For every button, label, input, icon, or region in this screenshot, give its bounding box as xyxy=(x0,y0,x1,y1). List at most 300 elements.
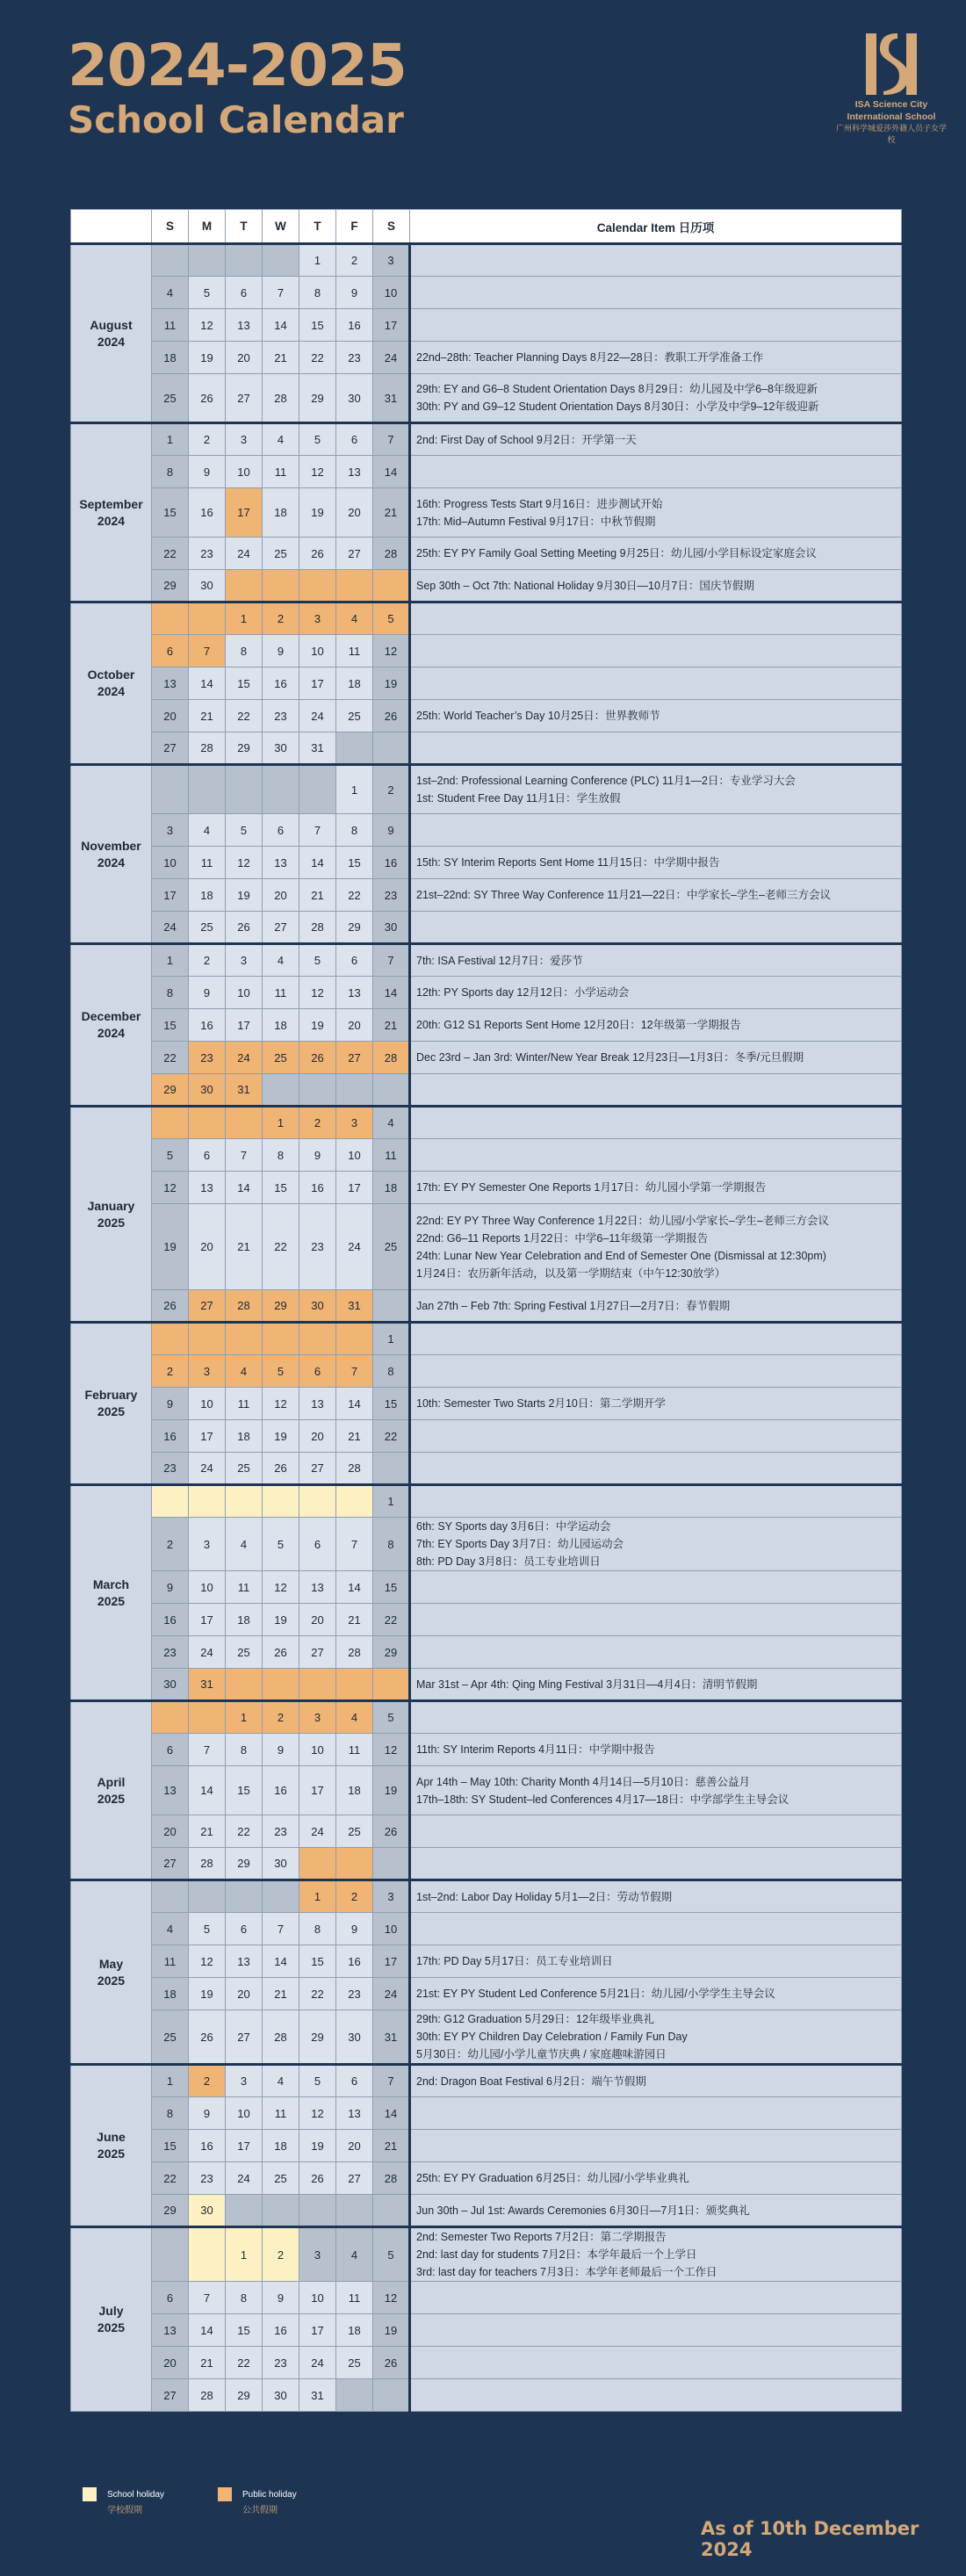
day-cell: 22 xyxy=(152,1042,189,1074)
day-cell: 26 xyxy=(373,1815,410,1848)
day-cell: 18 xyxy=(263,1009,299,1042)
day-cell: 11 xyxy=(189,847,226,879)
day-cell: 18 xyxy=(263,488,299,538)
day-cell: 24 xyxy=(226,2162,263,2195)
day-cell: 21 xyxy=(263,342,299,374)
day-cell: 8 xyxy=(152,977,189,1009)
day-cell: 7 xyxy=(373,423,410,456)
day-cell: 18 xyxy=(263,2130,299,2162)
day-cell xyxy=(189,1880,226,1913)
day-cell: 22 xyxy=(226,2347,263,2379)
day-cell xyxy=(373,1290,410,1323)
day-cell: 23 xyxy=(152,1453,189,1485)
day-cell: 12 xyxy=(226,847,263,879)
day-cell: 28 xyxy=(373,2162,410,2195)
week-row xyxy=(71,244,902,277)
day-cell: 21 xyxy=(189,700,226,732)
calendar-item-text: 17th–18th: SY Student–led Conferences 4月17—18日：中学部学生主导会议 xyxy=(416,1793,789,1806)
day-cell: 14 xyxy=(189,2314,226,2347)
day-cell xyxy=(336,2195,373,2227)
day-cell: 5 xyxy=(263,1355,299,1388)
week-row xyxy=(71,912,902,944)
day-cell: 10 xyxy=(226,977,263,1009)
day-cell: 14 xyxy=(299,847,336,879)
day-cell: 24 xyxy=(336,1204,373,1290)
day-cell: 22 xyxy=(152,2162,189,2195)
day-cell: 7 xyxy=(263,277,299,309)
day-cell: 21 xyxy=(336,1420,373,1453)
week-row xyxy=(71,423,902,456)
day-cell: 20 xyxy=(299,1420,336,1453)
day-cell: 8 xyxy=(299,1913,336,1945)
calendar-item-cell xyxy=(410,1701,902,1734)
day-cell: 11 xyxy=(152,1945,189,1978)
day-cell: 22 xyxy=(152,538,189,570)
day-cell: 26 xyxy=(152,1290,189,1323)
day-cell: 21 xyxy=(373,2130,410,2162)
month-label: September 2024 xyxy=(71,423,152,603)
day-cell: 15 xyxy=(373,1571,410,1604)
week-row xyxy=(71,309,902,342)
day-cell: 13 xyxy=(152,2314,189,2347)
calendar-item-cell xyxy=(410,1388,902,1420)
day-cell: 10 xyxy=(226,456,263,488)
day-cell: 17 xyxy=(299,667,336,700)
day-cell: 24 xyxy=(299,700,336,732)
day-cell xyxy=(226,1485,263,1518)
day-cell: 11 xyxy=(336,2282,373,2314)
calendar-item-cell xyxy=(410,879,902,912)
calendar-item-cell xyxy=(410,244,902,277)
day-cell xyxy=(152,2227,189,2282)
day-cell: 30 xyxy=(373,912,410,944)
day-cell: 29 xyxy=(336,912,373,944)
week-row xyxy=(71,879,902,912)
calendar-item-cell xyxy=(410,1571,902,1604)
day-cell: 5 xyxy=(152,1139,189,1172)
week-row xyxy=(71,1204,902,1290)
calendar-item-cell xyxy=(410,309,902,342)
day-cell: 21 xyxy=(373,488,410,538)
calendar-item-text: 5月30日：幼儿园/小学儿童节庆典 / 家庭趣味游园日 xyxy=(416,2048,667,2060)
day-cell: 18 xyxy=(373,1172,410,1204)
day-cell: 19 xyxy=(263,1604,299,1636)
calendar-item-cell xyxy=(410,765,902,814)
day-cell: 12 xyxy=(299,2097,336,2130)
header-day-fri: F xyxy=(336,210,373,244)
day-cell: 5 xyxy=(299,423,336,456)
day-cell: 6 xyxy=(152,1734,189,1766)
calendar-item-cell xyxy=(410,2227,902,2282)
day-cell: 1 xyxy=(336,765,373,814)
day-cell: 19 xyxy=(189,342,226,374)
month-label: August 2024 xyxy=(71,244,152,423)
day-cell: 23 xyxy=(373,879,410,912)
day-cell: 12 xyxy=(263,1388,299,1420)
calendar-item-text: 29th: EY and G6–8 Student Orientation Days 8月29日：幼儿园及中学6–8年级迎新 xyxy=(416,383,818,395)
day-cell: 5 xyxy=(226,814,263,847)
calendar-item-cell xyxy=(410,342,902,374)
calendar-item-cell xyxy=(410,1636,902,1669)
day-cell xyxy=(373,732,410,765)
day-cell: 4 xyxy=(226,1355,263,1388)
logo-line-3: 广州科学城爱莎外籍人员子女学校 xyxy=(835,124,947,144)
day-cell: 29 xyxy=(263,1290,299,1323)
day-cell xyxy=(263,1074,299,1107)
day-cell: 16 xyxy=(263,2314,299,2347)
day-cell xyxy=(226,2195,263,2227)
day-cell: 23 xyxy=(189,1042,226,1074)
day-cell xyxy=(152,603,189,635)
day-cell: 28 xyxy=(373,538,410,570)
day-cell: 13 xyxy=(152,1766,189,1815)
day-cell: 19 xyxy=(373,667,410,700)
calendar-item-text: 16th: Progress Tests Start 9月16日：进步测试开始 xyxy=(416,497,663,510)
day-cell: 7 xyxy=(189,635,226,667)
calendar-item-text: 8th: PD Day 3月8日：员工专业培训日 xyxy=(416,1555,601,1568)
calendar-item-cell xyxy=(410,1107,902,1139)
day-cell: 27 xyxy=(152,732,189,765)
day-cell: 18 xyxy=(336,1766,373,1815)
day-cell: 23 xyxy=(263,1815,299,1848)
day-cell: 13 xyxy=(299,1571,336,1604)
day-cell: 8 xyxy=(336,814,373,847)
day-cell: 20 xyxy=(152,1815,189,1848)
calendar-item-cell xyxy=(410,1139,902,1172)
day-cell: 16 xyxy=(189,1009,226,1042)
week-row xyxy=(71,1420,902,1453)
day-cell: 24 xyxy=(299,1815,336,1848)
calendar-item-cell xyxy=(410,1734,902,1766)
day-cell: 30 xyxy=(299,1290,336,1323)
day-cell: 4 xyxy=(336,1701,373,1734)
day-cell xyxy=(263,1485,299,1518)
day-cell: 21 xyxy=(263,1978,299,2010)
calendar-item-text: 30th: PY and G9–12 Student Orientation Days 8月30日：小学及中学9–12年级迎新 xyxy=(416,400,819,413)
day-cell: 16 xyxy=(152,1604,189,1636)
day-cell xyxy=(226,1669,263,1701)
day-cell xyxy=(373,1453,410,1485)
day-cell: 30 xyxy=(336,374,373,423)
day-cell: 11 xyxy=(152,309,189,342)
day-cell xyxy=(263,1669,299,1701)
day-cell: 1 xyxy=(373,1323,410,1355)
day-cell xyxy=(152,244,189,277)
day-cell: 15 xyxy=(336,847,373,879)
day-cell: 24 xyxy=(189,1636,226,1669)
day-cell: 7 xyxy=(226,1139,263,1172)
day-cell: 26 xyxy=(263,1453,299,1485)
day-cell xyxy=(226,1323,263,1355)
day-cell: 25 xyxy=(373,1204,410,1290)
week-row xyxy=(71,1290,902,1323)
calendar-item-cell xyxy=(410,847,902,879)
day-cell: 9 xyxy=(263,2282,299,2314)
day-cell: 11 xyxy=(226,1388,263,1420)
day-cell xyxy=(299,1074,336,1107)
day-cell: 25 xyxy=(152,2010,189,2065)
day-cell: 9 xyxy=(189,456,226,488)
calendar-item-text: 24th: Lunar New Year Celebration and End of Semester One (Dismissal at 12:30pm) xyxy=(416,1249,826,1262)
day-cell: 30 xyxy=(263,2379,299,2412)
day-cell xyxy=(189,1107,226,1139)
day-cell xyxy=(373,2379,410,2412)
calendar-item-cell xyxy=(410,700,902,732)
day-cell: 25 xyxy=(263,1042,299,1074)
isa-logo-icon xyxy=(864,30,919,98)
day-cell: 9 xyxy=(373,814,410,847)
day-cell: 3 xyxy=(152,814,189,847)
calendar-item-cell xyxy=(410,1042,902,1074)
day-cell: 9 xyxy=(263,635,299,667)
week-row xyxy=(71,1172,902,1204)
calendar-item-text: 25th: World Teacher’s Day 10月25日：世界教师节 xyxy=(416,710,660,722)
calendar-item-cell xyxy=(410,1290,902,1323)
calendar-subtitle: School Calendar xyxy=(68,98,404,141)
day-cell: 27 xyxy=(152,2379,189,2412)
day-cell xyxy=(263,2195,299,2227)
calendar-item-cell xyxy=(410,570,902,603)
school-holiday-swatch xyxy=(83,2487,97,2501)
week-row xyxy=(71,2282,902,2314)
day-cell: 17 xyxy=(373,309,410,342)
day-cell: 1 xyxy=(226,603,263,635)
week-row xyxy=(71,1323,902,1355)
header-day-mon: M xyxy=(189,210,226,244)
day-cell xyxy=(299,2195,336,2227)
day-cell: 3 xyxy=(226,944,263,977)
week-row xyxy=(71,1009,902,1042)
calendar-item-cell xyxy=(410,2347,902,2379)
day-cell: 12 xyxy=(299,456,336,488)
day-cell: 25 xyxy=(152,374,189,423)
day-cell xyxy=(299,765,336,814)
day-cell: 17 xyxy=(189,1420,226,1453)
day-cell: 23 xyxy=(336,342,373,374)
day-cell xyxy=(336,732,373,765)
day-cell: 12 xyxy=(373,635,410,667)
day-cell: 16 xyxy=(373,847,410,879)
week-row xyxy=(71,2314,902,2347)
day-cell: 2 xyxy=(189,2065,226,2097)
week-row xyxy=(71,2227,902,2282)
day-cell: 20 xyxy=(336,1009,373,1042)
calendar-item-cell xyxy=(410,374,902,423)
week-row xyxy=(71,765,902,814)
day-cell: 2 xyxy=(263,603,299,635)
day-cell: 12 xyxy=(152,1172,189,1204)
day-cell: 31 xyxy=(336,1290,373,1323)
calendar-item-text: 22nd: EY PY Three Way Conference 1月22日：幼儿园/小学家长–学生–老师三方会议 xyxy=(416,1214,829,1227)
day-cell: 21 xyxy=(189,2347,226,2379)
calendar-item-cell xyxy=(410,1518,902,1571)
day-cell: 25 xyxy=(226,1636,263,1669)
day-cell: 7 xyxy=(336,1355,373,1388)
day-cell: 30 xyxy=(189,570,226,603)
calendar-item-cell xyxy=(410,488,902,538)
day-cell xyxy=(299,1848,336,1880)
calendar-item-text: 7th: EY Sports Day 3月7日：幼儿园运动会 xyxy=(416,1538,624,1550)
day-cell xyxy=(373,2195,410,2227)
day-cell xyxy=(152,1107,189,1139)
week-row xyxy=(71,2010,902,2065)
week-row xyxy=(71,2379,902,2412)
day-cell: 16 xyxy=(336,1945,373,1978)
day-cell: 3 xyxy=(336,1107,373,1139)
day-cell: 10 xyxy=(336,1139,373,1172)
week-row xyxy=(71,2195,902,2227)
calendar-item-text: Jan 27th – Feb 7th: Spring Festival 1月27日—2月7日：春节假期 xyxy=(416,1299,731,1312)
day-cell: 16 xyxy=(189,2130,226,2162)
day-cell: 13 xyxy=(336,2097,373,2130)
day-cell: 24 xyxy=(373,342,410,374)
calendar-item-cell xyxy=(410,456,902,488)
day-cell: 22 xyxy=(299,342,336,374)
day-cell: 8 xyxy=(226,635,263,667)
day-cell: 10 xyxy=(299,635,336,667)
week-row xyxy=(71,2162,902,2195)
day-cell: 10 xyxy=(152,847,189,879)
day-cell: 2 xyxy=(263,2227,299,2282)
day-cell: 14 xyxy=(373,977,410,1009)
day-cell: 25 xyxy=(226,1453,263,1485)
day-cell: 30 xyxy=(189,1074,226,1107)
calendar-item-text: 22nd: G6–11 Reports 1月22日：中学6–11年级第一学期报告 xyxy=(416,1231,709,1245)
calendar-item-cell xyxy=(410,1669,902,1701)
calendar-item-text: 30th: EY PY Children Day Celebration / Family Fun Day xyxy=(416,2031,688,2043)
day-cell: 19 xyxy=(189,1978,226,2010)
week-row xyxy=(71,570,902,603)
calendar-item-cell xyxy=(410,667,902,700)
day-cell: 4 xyxy=(263,944,299,977)
day-cell: 12 xyxy=(299,977,336,1009)
day-cell: 2 xyxy=(189,423,226,456)
week-row xyxy=(71,1978,902,2010)
day-cell: 2 xyxy=(336,244,373,277)
calendar-item-text: Sep 30th – Oct 7th: National Holiday 9月30日—10月7日：国庆节假期 xyxy=(416,579,754,592)
day-cell: 15 xyxy=(226,2314,263,2347)
day-cell: 12 xyxy=(263,1571,299,1604)
day-cell: 14 xyxy=(189,667,226,700)
day-cell: 19 xyxy=(263,1420,299,1453)
month-label: June 2025 xyxy=(71,2065,152,2227)
calendar-item-cell xyxy=(410,2195,902,2227)
day-cell: 13 xyxy=(336,977,373,1009)
day-cell xyxy=(226,244,263,277)
day-cell: 29 xyxy=(299,374,336,423)
day-cell: 23 xyxy=(189,538,226,570)
day-cell: 5 xyxy=(373,1701,410,1734)
day-cell: 20 xyxy=(336,2130,373,2162)
day-cell: 2 xyxy=(299,1107,336,1139)
day-cell xyxy=(152,1485,189,1518)
week-row xyxy=(71,700,902,732)
calendar-item-text: 3rd: last day for teachers 7月3日：本学年老师最后一个工作日 xyxy=(416,2266,717,2278)
day-cell: 26 xyxy=(299,1042,336,1074)
header-day-wed: W xyxy=(263,210,299,244)
day-cell: 19 xyxy=(226,879,263,912)
week-row xyxy=(71,2065,902,2097)
day-cell: 16 xyxy=(336,309,373,342)
day-cell: 24 xyxy=(299,2347,336,2379)
day-cell: 6 xyxy=(263,814,299,847)
calendar-item-text: 6th: SY Sports day 3月6日：中学运动会 xyxy=(416,1520,611,1533)
day-cell: 15 xyxy=(263,1172,299,1204)
day-cell: 7 xyxy=(263,1913,299,1945)
day-cell: 2 xyxy=(189,944,226,977)
day-cell xyxy=(336,570,373,603)
day-cell: 4 xyxy=(152,1913,189,1945)
day-cell: 28 xyxy=(299,912,336,944)
day-cell xyxy=(152,765,189,814)
day-cell: 7 xyxy=(299,814,336,847)
day-cell: 18 xyxy=(189,879,226,912)
day-cell: 10 xyxy=(299,2282,336,2314)
header-month-cell xyxy=(71,210,152,244)
day-cell: 5 xyxy=(263,1518,299,1571)
header-day-thu: T xyxy=(299,210,336,244)
day-cell xyxy=(189,1701,226,1734)
day-cell: 11 xyxy=(336,635,373,667)
day-cell xyxy=(299,1669,336,1701)
calendar-item-cell xyxy=(410,1604,902,1636)
day-cell: 19 xyxy=(152,1204,189,1290)
calendar-item-text: 17th: Mid–Autumn Festival 9月17日：中秋节假期 xyxy=(416,515,656,528)
day-cell: 19 xyxy=(299,488,336,538)
day-cell xyxy=(336,1848,373,1880)
calendar-item-text: Mar 31st – Apr 4th: Qing Ming Festival 3月31日—4月4日：清明节假期 xyxy=(416,1678,758,1691)
day-cell: 7 xyxy=(373,2065,410,2097)
day-cell: 19 xyxy=(373,1766,410,1815)
day-cell: 16 xyxy=(299,1172,336,1204)
day-cell: 28 xyxy=(189,2379,226,2412)
day-cell: 30 xyxy=(336,2010,373,2065)
calendar-item-cell xyxy=(410,1074,902,1107)
day-cell: 8 xyxy=(373,1355,410,1388)
day-cell: 18 xyxy=(226,1604,263,1636)
day-cell: 19 xyxy=(299,1009,336,1042)
day-cell xyxy=(336,1323,373,1355)
calendar-item-text: Apr 14th – May 10th: Charity Month 4月14日—5月10日：慈善公益月 xyxy=(416,1775,751,1788)
day-cell: 25 xyxy=(189,912,226,944)
calendar-item-text: 20th: G12 S1 Reports Sent Home 12月20日：12年级第一学期报告 xyxy=(416,1019,741,1031)
day-cell: 16 xyxy=(189,488,226,538)
calendar-item-cell xyxy=(410,1978,902,2010)
day-cell: 2 xyxy=(152,1355,189,1388)
day-cell: 28 xyxy=(336,1453,373,1485)
calendar-item-cell xyxy=(410,2379,902,2412)
day-cell: 6 xyxy=(152,2282,189,2314)
day-cell xyxy=(373,1669,410,1701)
calendar-item-text: 17th: PD Day 5月17日：员工专业培训日 xyxy=(416,1955,613,1967)
week-row xyxy=(71,814,902,847)
day-cell: 29 xyxy=(373,1636,410,1669)
calendar-item-cell xyxy=(410,1323,902,1355)
week-row xyxy=(71,603,902,635)
day-cell: 13 xyxy=(299,1388,336,1420)
day-cell xyxy=(226,570,263,603)
day-cell: 26 xyxy=(373,2347,410,2379)
day-cell: 12 xyxy=(189,309,226,342)
day-cell: 21 xyxy=(336,1604,373,1636)
day-cell: 25 xyxy=(336,700,373,732)
day-cell: 4 xyxy=(226,1518,263,1571)
day-cell xyxy=(336,1669,373,1701)
calendar-item-text: 1st: Student Free Day 11月1日：学生放假 xyxy=(416,792,621,805)
day-cell: 21 xyxy=(299,879,336,912)
calendar-item-cell xyxy=(410,944,902,977)
day-cell: 22 xyxy=(373,1604,410,1636)
